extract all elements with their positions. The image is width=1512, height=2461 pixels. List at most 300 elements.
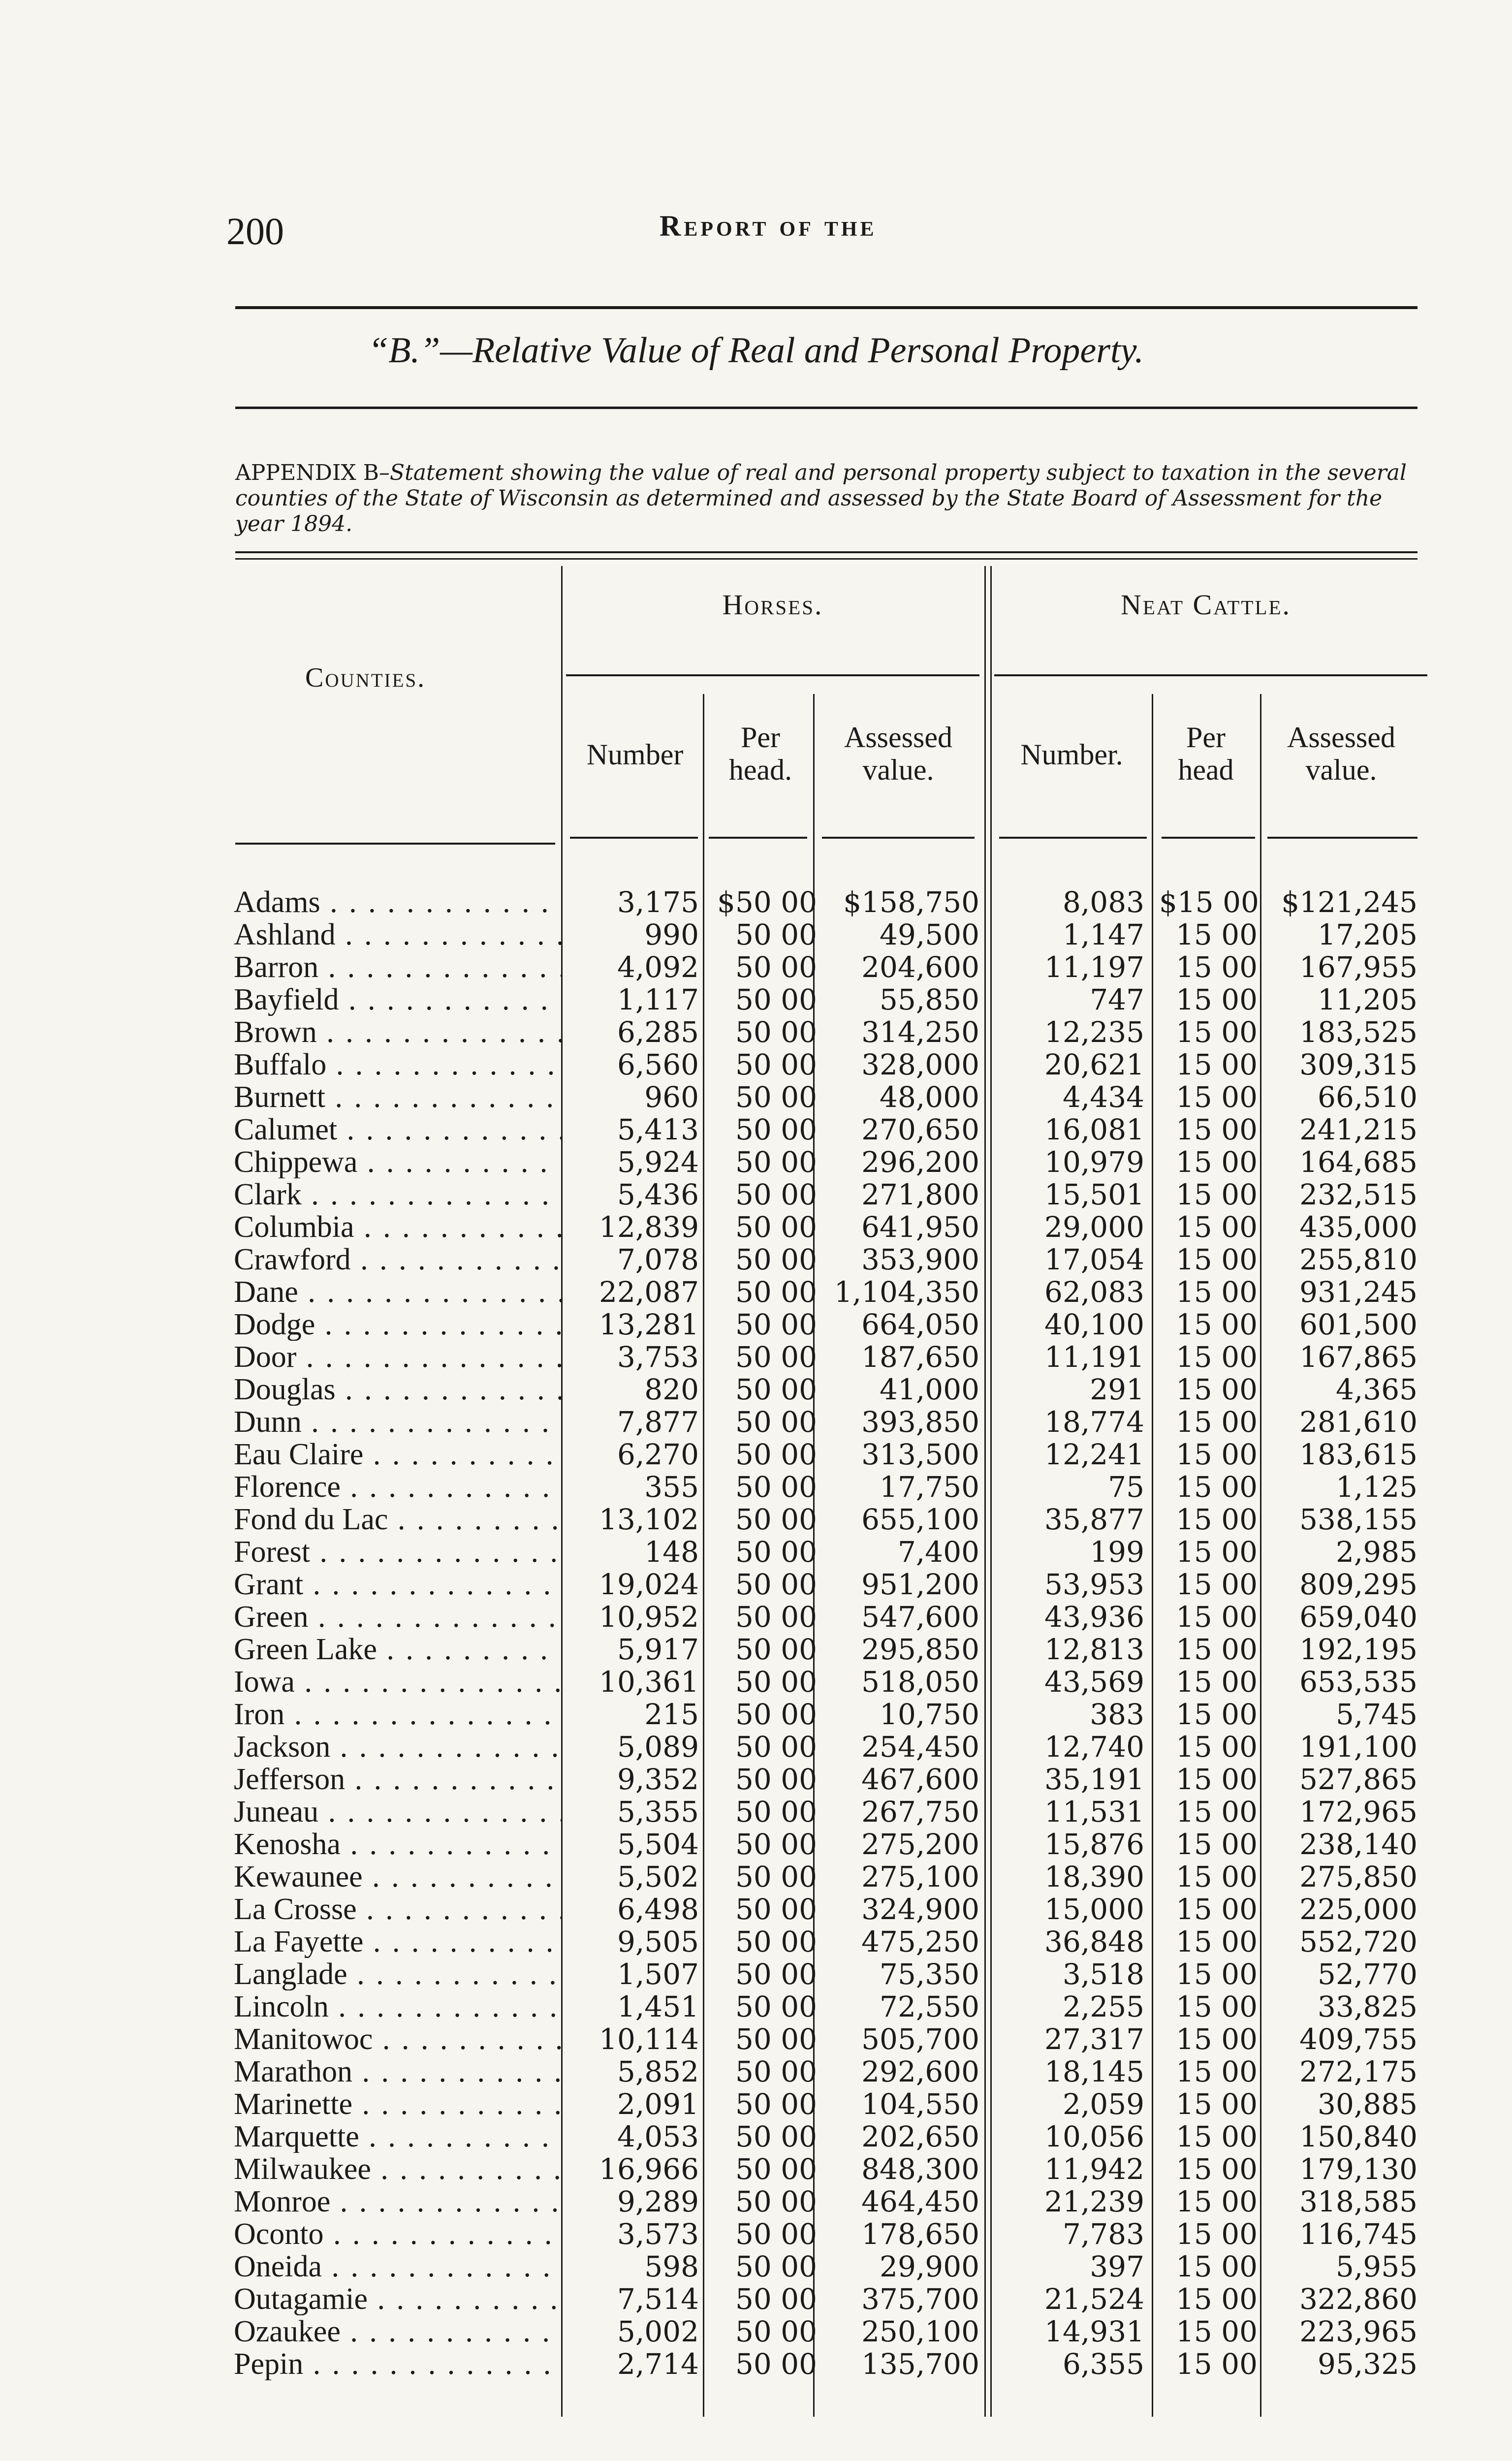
horses-number-cell: 5,504 (617, 1828, 699, 1861)
horses-per-head-cell: 50 00 (735, 1795, 817, 1829)
cattle-per-head-cell: 15 00 (1175, 1015, 1258, 1049)
horses-assessed-cell: 275,200 (861, 1828, 979, 1861)
cattle-number-cell: 397 (1090, 2250, 1144, 2283)
horses-per-head-cell: 50 00 (735, 1178, 817, 1211)
horses-assessed-cell: 464,450 (861, 2185, 979, 2218)
cattle-assessed-cell: 17,205 (1318, 918, 1418, 951)
horses-assessed-cell: 202,650 (861, 2120, 979, 2153)
cattle-number-cell: 15,501 (1044, 1178, 1144, 1211)
table-row (0, 1568, 1512, 1601)
horses-per-head-cell: 50 00 (735, 1633, 817, 1666)
table-row (0, 1893, 1512, 1925)
table-row (0, 1828, 1512, 1861)
horses-per-head-cell: 50 00 (735, 918, 817, 951)
cattle-assessed-cell: 4,365 (1335, 1373, 1418, 1406)
horses-assessed-cell: 375,700 (861, 2282, 979, 2316)
county-cell: Pepin . . . (234, 2348, 561, 2380)
cattle-per-head-cell: 15 00 (1175, 1308, 1258, 1341)
horses-assessed-cell: 72,550 (880, 1990, 979, 2023)
county-cell: Jefferson . . . (234, 1763, 561, 1796)
horses-number-cell: 5,852 (617, 2055, 699, 2088)
horses-number-cell: 16,966 (599, 2152, 699, 2186)
county-cell: Dane . . . (234, 1276, 561, 1308)
horses-assessed-cell: 393,850 (861, 1405, 979, 1439)
cattle-per-head-cell: 15 00 (1175, 2217, 1258, 2251)
table-row (0, 2023, 1512, 2055)
horses-per-head-cell: 50 00 (735, 1990, 817, 2023)
cattle-number-cell: 199 (1090, 1535, 1144, 1569)
col-underline-6 (1267, 837, 1418, 839)
horses-assessed-cell: 250,100 (861, 2315, 979, 2348)
horses-assessed-cell: 135,700 (861, 2347, 979, 2381)
horses-number-cell: 1,451 (617, 1990, 699, 2023)
cattle-assessed-cell: 225,000 (1299, 1893, 1418, 1926)
horses-per-head-cell: 50 00 (735, 1925, 817, 1958)
horses-assessed-cell: 951,200 (861, 1568, 979, 1601)
cattle-number-cell: 18,145 (1044, 2055, 1144, 2088)
horses-assessed-cell: 324,900 (861, 1893, 979, 1926)
cattle-group-rule (994, 674, 1427, 676)
top-rule (235, 306, 1418, 309)
county-cell: La Fayette . . . (234, 1925, 561, 1958)
cattle-per-head-cell: 15 00 (1175, 1698, 1258, 1731)
horses-assessed-cell: 178,650 (861, 2217, 979, 2251)
horses-per-head-cell: 50 00 (735, 1373, 817, 1406)
horses-number-cell: 9,289 (617, 2185, 699, 2218)
horses-per-head-cell: 50 00 (735, 1698, 817, 1731)
cattle-per-head-cell: 15 00 (1175, 1113, 1258, 1146)
table-top-rule (235, 551, 1418, 553)
county-cell: Kewaunee . . . (234, 1861, 561, 1893)
horses-per-head-cell: 50 00 (735, 1243, 817, 1276)
table-row (0, 1308, 1512, 1341)
county-cell: Lincoln . . . (234, 1990, 561, 2023)
cattle-number-cell: 35,877 (1044, 1503, 1144, 1536)
table-top-rule-2 (235, 558, 1418, 560)
cattle-number-cell: 2,255 (1062, 1990, 1144, 2023)
horses-per-head-cell: 50 00 (735, 2315, 817, 2348)
horses-per-head-cell: 50 00 (735, 1860, 817, 1893)
cattle-per-head-cell: 15 00 (1175, 1340, 1258, 1374)
table-row (0, 1146, 1512, 1178)
cattle-per-head-cell: 15 00 (1175, 1145, 1258, 1179)
horses-assessed-cell: 267,750 (861, 1795, 979, 1829)
cattle-per-head-cell: 15 00 (1175, 1828, 1258, 1861)
table-row (0, 1211, 1512, 1243)
cattle-assessed-cell: 309,315 (1299, 1048, 1418, 1081)
horses-per-head-cell: 50 00 (735, 2185, 817, 2218)
cattle-assessed-cell: 95,325 (1318, 2347, 1418, 2381)
horses-number-cell: 5,413 (617, 1113, 699, 1146)
horses-number-cell: 7,078 (617, 1243, 699, 1276)
cattle-number-cell: 11,191 (1044, 1340, 1144, 1374)
table-row (0, 1796, 1512, 1828)
horses-assessed-cell: 292,600 (861, 2055, 979, 2088)
horses-per-head-cell: 50 00 (735, 1893, 817, 1926)
cattle-assessed-cell: 164,685 (1299, 1145, 1418, 1179)
cattle-number-cell: 12,813 (1044, 1633, 1144, 1666)
table-row (0, 2218, 1512, 2250)
cattle-number-cell: 3,518 (1062, 1957, 1144, 1991)
horses-per-head-cell: 50 00 (735, 1828, 817, 1861)
table-row (0, 1438, 1512, 1471)
horses-assessed-cell: $158,750 (843, 885, 979, 919)
cattle-assessed-cell: 179,130 (1299, 2152, 1418, 2186)
col-underline-5 (1162, 837, 1255, 839)
cattle-assessed-cell: 552,720 (1299, 1925, 1418, 1958)
table-row (0, 1861, 1512, 1893)
col-underline-3 (822, 837, 975, 839)
horses-assessed-cell: 41,000 (880, 1373, 979, 1406)
horses-number-cell: 1,117 (617, 983, 699, 1016)
horses-number-header: Number (586, 738, 684, 771)
cattle-number-cell: 7,783 (1062, 2217, 1144, 2251)
cattle-assessed-cell: 116,745 (1299, 2217, 1418, 2251)
cattle-number-cell: 20,621 (1044, 1048, 1144, 1081)
county-cell: Buffalo . . . (234, 1048, 561, 1081)
table-row (0, 1633, 1512, 1666)
cattle-assessed-cell: 275,850 (1299, 1860, 1418, 1893)
cattle-per-head-cell: 15 00 (1175, 2087, 1258, 2121)
horses-per-head-cell: $50 00 (717, 885, 817, 919)
county-cell: Door . . . (234, 1341, 561, 1373)
county-cell: Ashland . . . (234, 918, 561, 951)
horses-assessed-cell: 48,000 (880, 1080, 979, 1114)
horses-assessed-cell: 353,900 (861, 1243, 979, 1276)
appendix-label: APPENDIX B (235, 460, 379, 485)
cattle-per-head-cell: 15 00 (1175, 1080, 1258, 1114)
table-row (0, 2088, 1512, 2120)
county-cell: Clark . . . (234, 1178, 561, 1211)
cattle-per-head-cell: 15 00 (1175, 1373, 1258, 1406)
cattle-per-head-cell: 15 00 (1175, 1893, 1258, 1926)
table-row (0, 2185, 1512, 2218)
county-cell: Ozaukee . . . (234, 2315, 561, 2348)
horses-number-cell: 820 (644, 1373, 699, 1406)
county-cell: Brown . . . (234, 1016, 561, 1048)
horses-assessed-cell: 49,500 (880, 918, 979, 951)
horses-number-cell: 1,507 (617, 1957, 699, 1991)
county-cell: Marinette . . . (234, 2088, 561, 2120)
horses-number-cell: 5,917 (617, 1633, 699, 1666)
table-row (0, 1698, 1512, 1731)
county-cell: Chippewa . . . (234, 1146, 561, 1178)
table-row (0, 2315, 1512, 2348)
horses-per-head-cell: 50 00 (735, 1113, 817, 1146)
horses-number-cell: 990 (644, 918, 699, 951)
county-cell: Iowa . . . (234, 1666, 561, 1698)
cattle-assessed-cell: 653,535 (1299, 1665, 1418, 1699)
horses-number-cell: 6,285 (617, 1015, 699, 1049)
cattle-number-cell: 43,936 (1044, 1600, 1144, 1634)
cattle-per-head-cell: 15 00 (1175, 2022, 1258, 2056)
cattle-assessed-header (1260, 721, 1422, 786)
horses-assessed-cell: 313,500 (861, 1438, 979, 1471)
cattle-assessed-text: Assessed value. (1287, 721, 1395, 786)
horses-assessed-header (817, 721, 979, 786)
col-underline-2 (709, 837, 807, 839)
county-cell: Langlade . . . (234, 1958, 561, 1990)
county-cell: Dunn . . . (234, 1406, 561, 1438)
table-row (0, 2283, 1512, 2315)
cattle-per-head-cell: 15 00 (1175, 2120, 1258, 2153)
horses-number-cell: 6,560 (617, 1048, 699, 1081)
horses-number-cell: 4,053 (617, 2120, 699, 2153)
horses-per-head-cell: 50 00 (735, 2152, 817, 2186)
cattle-assessed-cell: 931,245 (1299, 1275, 1418, 1309)
horses-assessed-cell: 187,650 (861, 1340, 979, 1374)
cattle-per-head-cell: 15 00 (1175, 950, 1258, 984)
horses-per-head-cell: 50 00 (735, 1275, 817, 1309)
table-row (0, 983, 1512, 1016)
cattle-assessed-cell: 52,770 (1318, 1957, 1418, 1991)
county-cell: Burnett . . . (234, 1081, 561, 1113)
cattle-number-cell: 4,434 (1062, 1080, 1144, 1114)
table-row (0, 1666, 1512, 1698)
horses-number-cell: 3,573 (617, 2217, 699, 2251)
cattle-per-head-cell: 15 00 (1175, 1275, 1258, 1309)
horses-assessed-cell: 664,050 (861, 1308, 979, 1341)
horses-number-cell: 6,498 (617, 1893, 699, 1926)
horses-number-cell: 355 (644, 1470, 699, 1504)
table-body (0, 886, 1512, 2380)
cattle-number-header: Number. (1020, 738, 1123, 771)
cattle-number-cell: 75 (1108, 1470, 1144, 1504)
horses-assessed-cell: 55,850 (880, 983, 979, 1016)
horses-assessed-cell: 641,950 (861, 1210, 979, 1244)
county-cell: Crawford . . . (234, 1243, 561, 1276)
horses-per-head-cell: 50 00 (735, 1015, 817, 1049)
horses-assessed-cell: 1,104,350 (834, 1275, 979, 1309)
cattle-per-head-cell: 15 00 (1175, 2315, 1258, 2348)
table-row (0, 2120, 1512, 2153)
table-row (0, 1763, 1512, 1796)
cattle-assessed-cell: 538,155 (1299, 1503, 1418, 1536)
cattle-number-cell: 36,848 (1044, 1925, 1144, 1958)
county-cell: Green . . . (234, 1601, 561, 1633)
horses-number-cell: 215 (644, 1698, 699, 1731)
cattle-assessed-cell: 1,125 (1335, 1470, 1418, 1504)
cattle-assessed-cell: 30,885 (1318, 2087, 1418, 2121)
horses-number-cell: 2,714 (617, 2347, 699, 2381)
horses-number-cell: 10,361 (599, 1665, 699, 1699)
cattle-number-cell: 12,235 (1044, 1015, 1144, 1049)
cattle-per-head-cell: 15 00 (1175, 1438, 1258, 1471)
counties-header: Counties. (305, 663, 426, 693)
cattle-per-head-cell: 15 00 (1175, 1405, 1258, 1439)
horses-per-head-cell: 50 00 (735, 1730, 817, 1764)
cattle-per-head-cell: 15 00 (1175, 2282, 1258, 2316)
horses-assessed-cell: 505,700 (861, 2022, 979, 2056)
cattle-per-head-cell: 15 00 (1175, 1470, 1258, 1504)
section-rule (235, 407, 1418, 409)
cattle-assessed-cell: 167,955 (1299, 950, 1418, 984)
table-row (0, 2055, 1512, 2088)
cattle-number-cell: 10,979 (1044, 1145, 1144, 1179)
horses-assessed-cell: 475,250 (861, 1925, 979, 1958)
cattle-number-cell: 15,876 (1044, 1828, 1144, 1861)
county-cell: Oneida . . . (234, 2250, 561, 2283)
cattle-number-cell: 62,083 (1044, 1275, 1144, 1309)
horses-number-cell: 19,024 (599, 1568, 699, 1601)
table-row (0, 1406, 1512, 1438)
section-title: “B.”—Relative Value of Real and Personal Property. (368, 330, 1144, 371)
county-cell: Bayfield . . . (234, 983, 561, 1016)
horses-number-cell: 3,175 (617, 885, 699, 919)
horses-assessed-cell: 270,650 (861, 1113, 979, 1146)
cattle-number-cell: 11,531 (1044, 1795, 1144, 1829)
horses-number-cell: 7,877 (617, 1405, 699, 1439)
county-cell: Marquette . . . (234, 2120, 561, 2153)
county-cell: Calumet . . . (234, 1113, 561, 1146)
county-cell: Monroe . . . (234, 2185, 561, 2218)
horses-assessed-cell: 328,000 (861, 1048, 979, 1081)
horses-per-head-cell: 50 00 (735, 2022, 817, 2056)
cattle-assessed-cell: 409,755 (1299, 2022, 1418, 2056)
cattle-assessed-cell: $121,245 (1281, 885, 1418, 919)
cattle-assessed-cell: 659,040 (1299, 1600, 1418, 1634)
cattle-per-head-cell: 15 00 (1175, 1665, 1258, 1699)
horses-number-cell: 10,952 (599, 1600, 699, 1634)
horses-number-cell: 5,436 (617, 1178, 699, 1211)
cattle-assessed-cell: 435,000 (1299, 1210, 1418, 1244)
horses-number-cell: 960 (644, 1080, 699, 1114)
table-row (0, 1016, 1512, 1048)
horses-per-head-cell: 50 00 (735, 2217, 817, 2251)
horses-number-cell: 6,270 (617, 1438, 699, 1471)
horses-number-cell: 13,281 (599, 1308, 699, 1341)
cattle-per-head-text: Per head (1178, 721, 1234, 786)
horses-assessed-cell: 655,100 (861, 1503, 979, 1536)
cattle-per-head-cell: 15 00 (1175, 1730, 1258, 1764)
cattle-per-head-cell: 15 00 (1175, 1210, 1258, 1244)
table-row (0, 1503, 1512, 1536)
cattle-number-cell: 40,100 (1044, 1308, 1144, 1341)
table-row (0, 886, 1512, 918)
cattle-assessed-cell: 192,195 (1299, 1633, 1418, 1666)
horses-per-head-cell: 50 00 (735, 1568, 817, 1601)
horses-assessed-text: Assessed value. (844, 721, 952, 786)
cattle-assessed-cell: 272,175 (1299, 2055, 1418, 2088)
cattle-number-cell: 21,239 (1044, 2185, 1144, 2218)
table-row (0, 2348, 1512, 2380)
cattle-number-cell: 11,197 (1044, 950, 1144, 984)
cattle-assessed-cell: 322,860 (1299, 2282, 1418, 2316)
cattle-per-head-cell: 15 00 (1175, 2250, 1258, 2283)
cattle-assessed-cell: 5,955 (1335, 2250, 1418, 2283)
horses-assessed-cell: 518,050 (861, 1665, 979, 1699)
table-row (0, 2250, 1512, 2283)
cattle-per-head-cell: 15 00 (1175, 2055, 1258, 2088)
table-row (0, 1048, 1512, 1081)
horses-assessed-cell: 204,600 (861, 950, 979, 984)
cattle-assessed-cell: 223,965 (1299, 2315, 1418, 2348)
table-row (0, 1601, 1512, 1633)
cattle-number-cell: 17,054 (1044, 1243, 1144, 1276)
table-row (0, 951, 1512, 983)
cattle-number-cell: 747 (1090, 983, 1144, 1016)
cattle-number-cell: 29,000 (1044, 1210, 1144, 1244)
horses-assessed-cell: 295,850 (861, 1633, 979, 1666)
table-row (0, 1178, 1512, 1211)
table-row (0, 1925, 1512, 1958)
horses-number-cell: 9,352 (617, 1763, 699, 1796)
horses-per-head-cell: 50 00 (735, 1048, 817, 1081)
cattle-assessed-cell: 167,865 (1299, 1340, 1418, 1374)
cattle-per-head-cell: 15 00 (1175, 983, 1258, 1016)
horses-per-head-cell: 50 00 (735, 1957, 817, 1991)
horses-per-head-header (709, 721, 812, 786)
table-row (0, 1471, 1512, 1503)
horses-assessed-cell: 75,350 (880, 1957, 979, 1991)
cattle-assessed-cell: 191,100 (1299, 1730, 1418, 1764)
horses-assessed-cell: 296,200 (861, 1145, 979, 1179)
table-row (0, 2153, 1512, 2185)
horses-assessed-cell: 848,300 (861, 2152, 979, 2186)
cattle-assessed-cell: 66,510 (1318, 1080, 1418, 1114)
cattle-per-head-cell: 15 00 (1175, 1568, 1258, 1601)
horses-per-head-cell: 50 00 (735, 1503, 817, 1536)
horses-assessed-cell: 10,750 (880, 1698, 979, 1731)
horses-number-cell: 9,505 (617, 1925, 699, 1958)
cattle-number-cell: 12,241 (1044, 1438, 1144, 1471)
cattle-assessed-cell: 241,215 (1299, 1113, 1418, 1146)
cattle-assessed-cell: 255,810 (1299, 1243, 1418, 1276)
table-row (0, 1113, 1512, 1146)
horses-per-head-cell: 50 00 (735, 2120, 817, 2153)
county-cell: Milwaukee . . . (234, 2153, 561, 2185)
cattle-assessed-cell: 809,295 (1299, 1568, 1418, 1601)
cattle-number-cell: 6,355 (1062, 2347, 1144, 2381)
horses-assessed-cell: 271,800 (861, 1178, 979, 1211)
cattle-assessed-cell: 281,610 (1299, 1405, 1418, 1439)
cattle-assessed-cell: 5,745 (1335, 1698, 1418, 1731)
horses-number-cell: 5,002 (617, 2315, 699, 2348)
cattle-per-head-cell: 15 00 (1175, 1503, 1258, 1536)
county-cell: Oconto . . . (234, 2218, 561, 2250)
horses-assessed-cell: 467,600 (861, 1763, 979, 1796)
cattle-per-head-cell: 15 00 (1175, 1763, 1258, 1796)
cattle-per-head-cell: 15 00 (1175, 1795, 1258, 1829)
appendix-text: –Statement showing the value of real and personal property subject to taxation in the several counties of the State of Wisconsin as determined and assessed by the State Board of Assessment for the year 1894. (235, 460, 1407, 536)
county-cell: Grant . . . (234, 1568, 561, 1601)
cattle-number-cell: 12,740 (1044, 1730, 1144, 1764)
horses-number-cell: 2,091 (617, 2087, 699, 2121)
horses-number-cell: 5,355 (617, 1795, 699, 1829)
table-row (0, 1081, 1512, 1113)
horses-assessed-cell: 29,900 (880, 2250, 979, 2283)
horses-number-cell: 3,753 (617, 1340, 699, 1374)
cattle-number-cell: 15,000 (1044, 1893, 1144, 1926)
horses-per-head-text: Per head. (728, 721, 792, 786)
counties-underline (235, 843, 555, 845)
horses-per-head-cell: 50 00 (735, 1438, 817, 1471)
cattle-assessed-cell: 601,500 (1299, 1308, 1418, 1341)
horses-number-cell: 5,502 (617, 1860, 699, 1893)
horses-number-cell: 13,102 (599, 1503, 699, 1536)
horses-assessed-cell: 547,600 (861, 1600, 979, 1634)
table-row (0, 1276, 1512, 1308)
horses-per-head-cell: 50 00 (735, 1405, 817, 1439)
table-row (0, 918, 1512, 951)
cattle-assessed-cell: 2,985 (1335, 1535, 1418, 1569)
county-cell: Douglas . . . (234, 1373, 561, 1406)
cattle-per-head-cell: 15 00 (1175, 918, 1258, 951)
cattle-per-head-cell: 15 00 (1175, 1048, 1258, 1081)
horses-per-head-cell: 50 00 (735, 983, 817, 1016)
cattle-number-cell: 18,774 (1044, 1405, 1144, 1439)
cattle-per-head-header (1154, 721, 1258, 786)
